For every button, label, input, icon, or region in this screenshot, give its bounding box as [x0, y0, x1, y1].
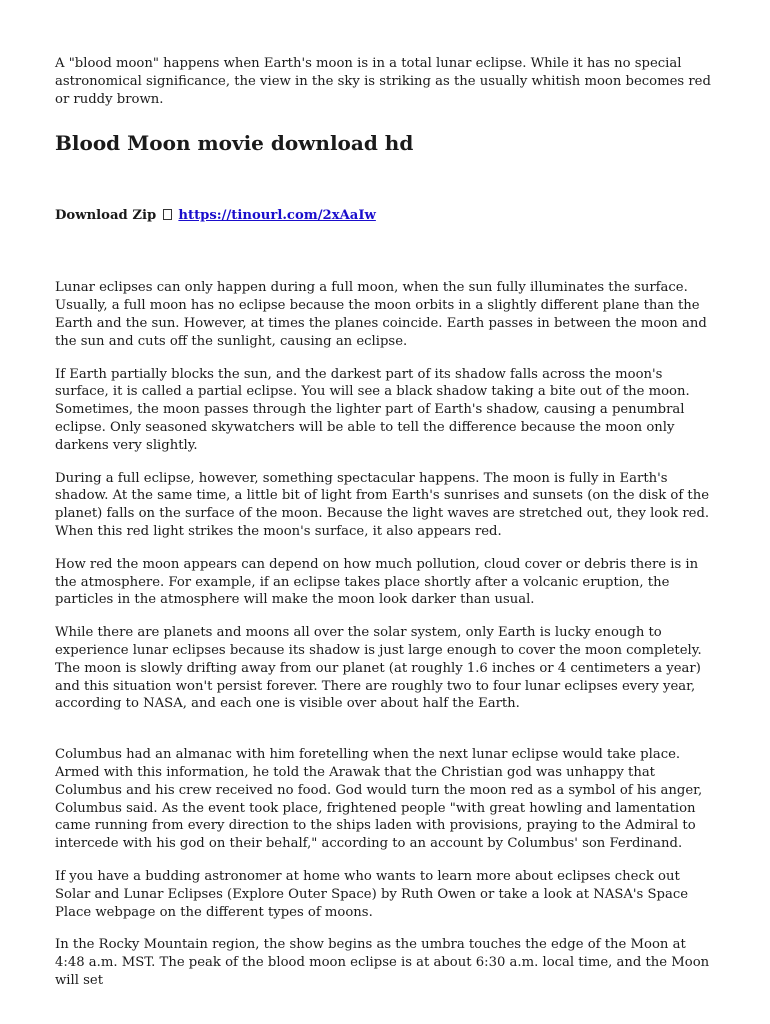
body-paragraph: Columbus had an almanac with him foretelling when the next lunar eclipse would take place. Armed with this information, he told the Arawak that the Christian god was unhappy that Columbus and his crew received no food. God would turn the moon red as a symbol of his anger, Columbus said. As the event took place, frightened people "with great howling and lamentation came running from every direction to the ships laden with provisions, praying to the Admiral to intercede with his god on their behalf," according to an account by Columbus' son Ferdinand.: [55, 747, 703, 852]
body-paragraph: While there are planets and moons all over the solar system, only Earth is lucky enough to experience lunar eclipses because its shadow is just large enough to cover the moon completely. The moon is slowly drifting away from our planet (at roughly 1.6 inches or 4 centimeters a year) and this situation won't persist forever. There are roughly two to four lunar eclipses every year, according to NASA, and each one is visible over about half the Earth.: [55, 625, 702, 712]
body-paragraph: In the Rocky Mountain region, the show begins as the umbra touches the edge of the Moon at 4:48 a.m. MST. The peak of the blood moon eclipse is at about 6:30 a.m. local time, and the Moon will set: [55, 937, 710, 988]
body-paragraph: During a full eclipse, however, something spectacular happens. The moon is fully in Earth's shadow. At the same time, a little bit of light from Earth's sunrises and sunsets (on the disk of the planet) falls on the surface of the moon. Because the light waves are stretched out, they look red. When this red light strikes the moon's surface, it also appears red.: [55, 470, 710, 539]
body-paragraph: If Earth partially blocks the sun, and the darkest part of its shadow falls across the moon's surface, it is called a partial eclipse. You will see a black shadow taking a bite out of the moon. Sometimes, the moon passes through the lighter part of Earth's shadow, causing a penumbral eclipse. Only seasoned skywatchers will be able to tell the difference because the moon only darkens very slightly.: [55, 366, 690, 453]
page-title: Blood Moon movie download hd: [55, 131, 414, 156]
download-line: [55, 207, 717, 225]
download-link[interactable]: https://tinourl.com/2xAaIw: [178, 208, 376, 224]
download-label: Download Zip: [55, 208, 157, 224]
intro-paragraph: A "blood moon" happens when Earth's moon is in a total lunar eclipse. While it has no special astronomical significance, the view in the sky is striking as the usually whitish moon becomes red or ruddy brown.: [55, 56, 711, 107]
missing-glyph-icon: [163, 209, 172, 220]
body-paragraph: If you have a budding astronomer at home who wants to learn more about eclipses check out Solar and Lunar Eclipses (Explore Outer Space) by Ruth Owen or take a look at NASA's Space Place webpage on the different types of moons.: [55, 868, 689, 920]
body-paragraph: How red the moon appears can depend on how much pollution, cloud cover or debris there is in the atmosphere. For example, if an eclipse takes place shortly after a volcanic eruption, the particles in the atmosphere will make the moon look darker than usual.: [55, 556, 699, 608]
body-paragraph: Lunar eclipses can only happen during a full moon, when the sun fully illuminates the surface. Usually, a full moon has no eclipse because the moon orbits in a slightly different plane than the Earth and the sun. However, at times the planes coincide. Earth passes in between the moon and the sun and cuts off the sunlight, causing an eclipse.: [55, 280, 707, 349]
document-page: [55, 55, 717, 990]
